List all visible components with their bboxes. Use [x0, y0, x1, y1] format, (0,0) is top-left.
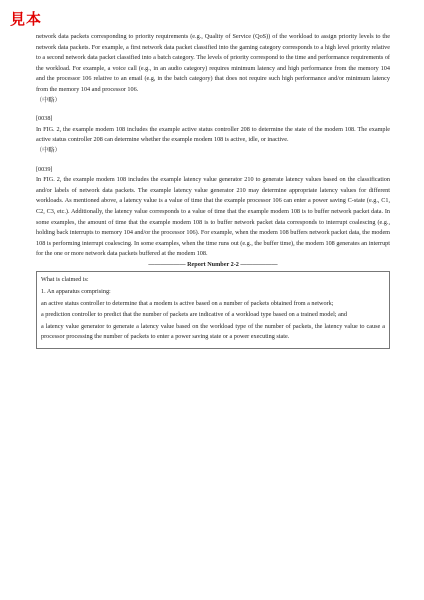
- paragraph-body: In FIG. 2, the example modem 108 includes the example active status controller 208 to determine the state of the modem 108. The example active status controller 208 can determine whether the example modem 108 is active, idle, or inactive.: [36, 125, 390, 144]
- paragraph-continued: network data packets corresponding to priority requirements (e.g., Quality of Service (QoS)) of the workload to assign priority levels to the network data packets. For example, a first network data packet classified into the gaming category corresponds to a high level priority relative to a second network data packet classified into a batch category. The levels of priority correspond to the time and performance requirements of the workload. For example, a voice call (e.g., in an audio category) requires minimum latency and high performance from the memory 104 and the processor 106 relative to an email (e.g, in the batch category) that does not require such high performance and/or minimum latency from the memory 104 and processor 106.: [36, 33, 390, 93]
- claim-line: an active status controller to determine that a modem is active based on a number of packets obtained from a network;: [41, 299, 334, 307]
- paragraph-body: In FIG. 2, the example modem 108 includes the example latency value generator 210 to generate latency values based on the classification and/or labels of network data packets. The example latency value generator 210 may determine appropriate latency values for different workloads. As mentioned above, a latency value is a value of time that the example processor 106 can enter a power saving C-state (e.g., C1, C2, C3, etc.). Additionally, the latency value corresponds to a value of time that the example modem 108 is to buffer network packet data. In some examples, the amount of time that the example modem 108 is to buffer network packet data corresponds to interrupt coalescing (e.g., holding back interrupts to memory 104 and/or the processor 106). For example, when the modem 108 buffers network packet data, the modem 108 is performing interrupt coalescing. In some examples, when the time runs out (e.g., the buffer time), the modem 108 generates an interrupt for the one or more network data packets buffered at the modem 108.: [36, 176, 390, 258]
- document-body: [36, 32, 390, 349]
- paragraph-number: [0039]: [36, 165, 53, 173]
- report-divider: —————— Report Number 2-2 ——————: [148, 260, 278, 268]
- claims-heading: What is claimed is:: [41, 276, 89, 284]
- claim-line: 1. An apparatus comprising:: [41, 288, 111, 296]
- claim-line: a latency value generator to generate a latency value based on the workload type of the number of packets, the latency value to cause a processor processing the number of packets to enter a power saving state or a power executing state.: [41, 322, 385, 341]
- claims-box: [36, 271, 390, 349]
- sample-stamp: 見本: [10, 10, 43, 28]
- omitted-marker: （中略）: [36, 96, 61, 104]
- paragraph-number: [0038]: [36, 115, 53, 123]
- claim-line: a prediction controller to predict that the number of packets are indicative of a workload type based on a trained model; and: [41, 311, 347, 319]
- omitted-marker: （中略）: [36, 146, 61, 154]
